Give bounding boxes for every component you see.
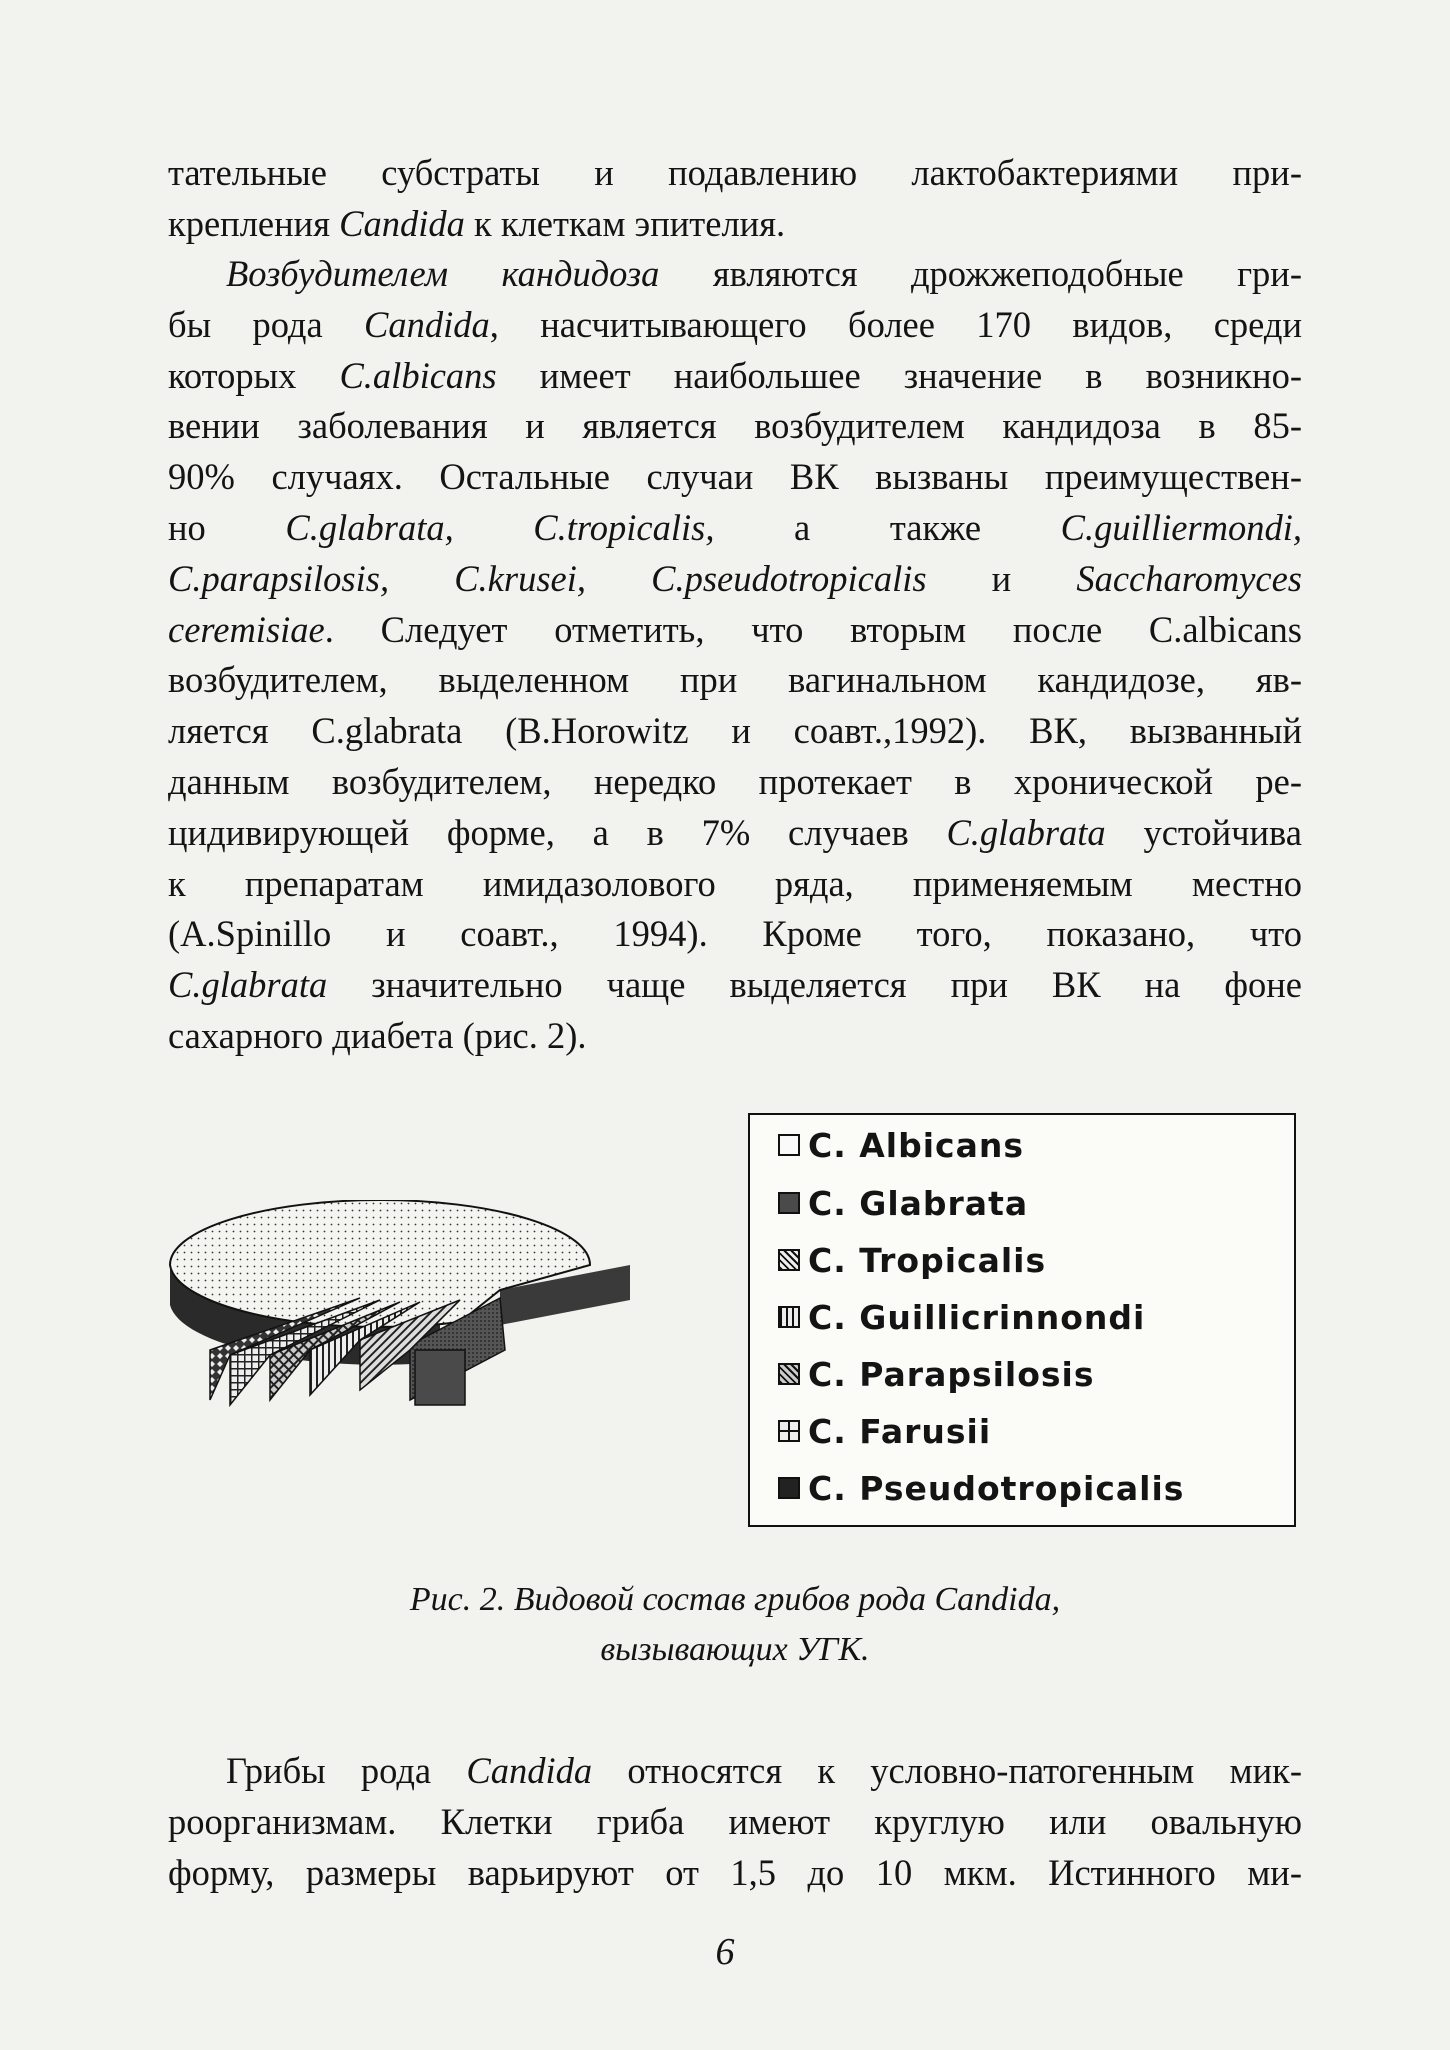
legend-item: C. Pseudotropicalis [778,1462,1184,1514]
page-number: 6 [715,1931,735,1973]
legend-item: C. Glabrata [778,1177,1028,1229]
text-line: сахарного диабета (рис. 2). [168,1014,587,1056]
text-line: роорганизмам. Клетки гриба имеют круглую или овальную [168,1800,1302,1842]
paragraph-intro [168,148,1302,250]
text-line: цидивирующей форме, а в 7% случаев C.glabrata устойчива [168,811,1302,853]
legend-swatch [778,1192,800,1214]
text-line: C.parapsilosis, C.krusei, C.pseudotropicalis и Saccharomyces [168,557,1302,599]
text-line: тательные субстраты и подавлению лактобактериями при- [168,152,1302,193]
text-line: которых C.albicans имеет наибольшее значение в возникно- [168,354,1302,396]
text-line: (A.Spinillo и соавт., 1994). Кроме того, показано, что [168,913,1302,955]
text-line: C.glabrata значительно чаще выделяется при ВК на фоне [168,964,1302,1006]
caption-line: вызывающих УГК. [600,1631,870,1668]
legend-item: C. Albicans [778,1119,1024,1171]
text-line: бы рода Candida, насчитывающего более 170 видов, среди [168,303,1302,345]
legend-item: C. Parapsilosis [778,1348,1095,1400]
legend-swatch [778,1477,800,1499]
legend-swatch [778,1420,800,1442]
text-line: ceremisiae. Следует отметить, что вторым после C.albicans [168,608,1302,650]
legend-swatch [778,1306,800,1328]
legend-swatch [778,1249,800,1271]
text-line: вении заболевания и является возбудителем кандидоза в 85- [168,405,1302,447]
text-line: данным возбудителем, нередко протекает в хронической ре- [168,760,1302,802]
text-line: возбудителем, выделенном при вагинальном кандидозе, яв- [168,659,1302,701]
paragraph-morphology [168,1746,1302,1898]
text-line: к препаратам имидазолового ряда, применяемым местно [168,862,1302,904]
text-line: крепления Candida к клеткам эпителия. [168,202,786,244]
legend-item: C. Guillicrinnondi [778,1291,1145,1343]
paragraph-pathogens [168,249,1302,1062]
legend-item: C. Farusii [778,1405,991,1457]
text-line: Возбудителем кандидоза являются дрожжеподобные гри- [226,253,1302,294]
legend-swatch [778,1134,800,1156]
legend-item: C. Tropicalis [778,1234,1046,1286]
text-line: Грибы рода Candida относятся к условно-патогенным мик- [226,1750,1302,1791]
text-line: форму, размеры варьируют от 1,5 до 10 мкм. Истинного ми- [168,1851,1302,1893]
text-line: 90% случаях. Остальные случаи ВК вызваны преимуществен- [168,456,1302,498]
text-line: ляется C.glabrata (B.Horowitz и соавт.,1992). ВК, вызванный [168,710,1302,752]
caption-line: Рис. 2. Видовой состав грибов рода Candida, [409,1581,1061,1618]
figure-caption [168,1575,1302,1675]
legend-swatch [778,1363,800,1385]
pie-chart [160,1200,800,1470]
chart-legend [748,1113,1296,1527]
text-line: но C.glabrata, C.tropicalis, а также C.guilliermondi, [168,506,1302,548]
